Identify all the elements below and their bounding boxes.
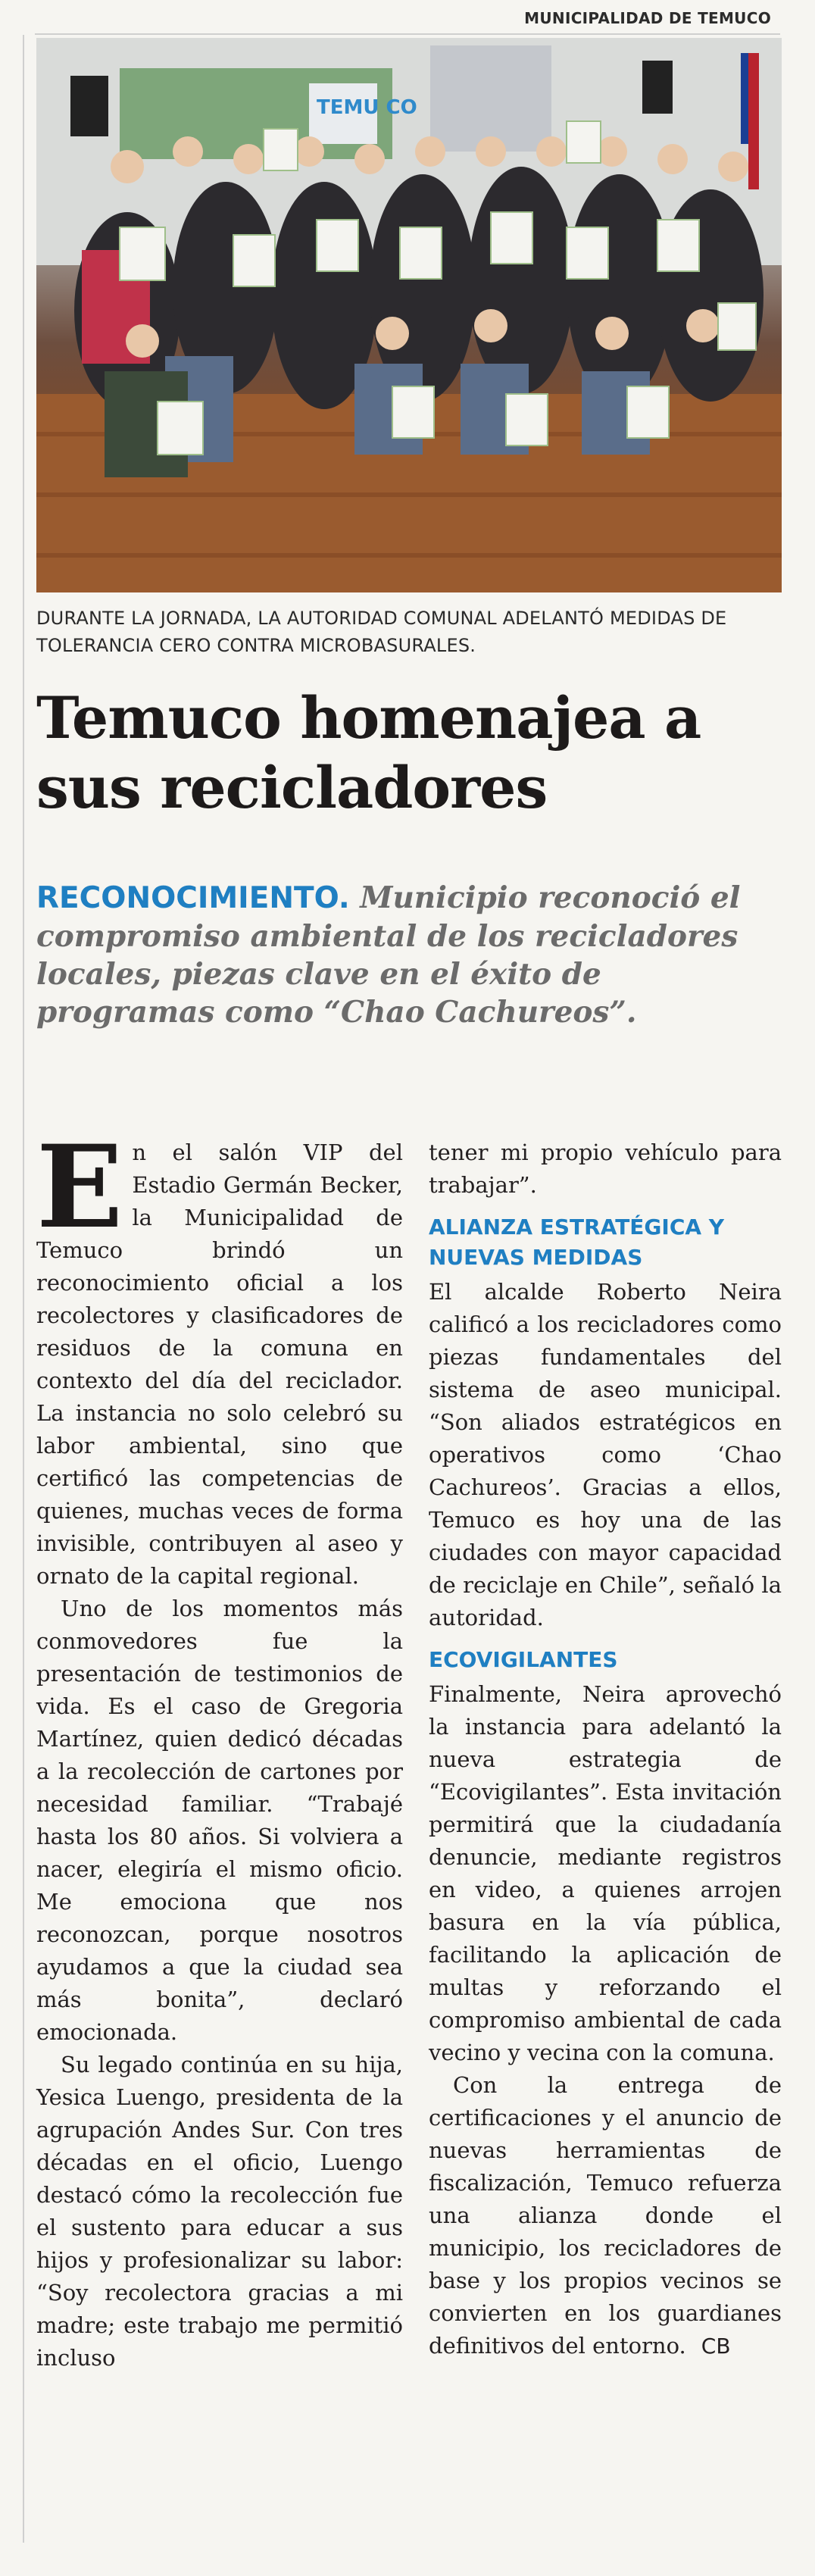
event-photo: [36, 38, 782, 592]
column-1: [36, 1121, 403, 2374]
photo-caption: DURANTE LA JORNADA, LA AUTORIDAD COMUNAL ADELANTÓ MEDIDAS DE TOLERANCIA CERO CONTRA MICROBASURALES.: [36, 608, 727, 656]
deck-kicker: RECONOCIMIENTO.: [36, 881, 350, 915]
event-photo-illustration: [36, 38, 782, 592]
paragraph-1: [36, 1121, 403, 1593]
deck-text: Municipio reconoció el compromiso ambiental de los recicladores locales, piezas clave en el éxito de programas como “Chao Cachureos”.: [36, 880, 741, 1030]
paragraph-3-continued: tener mi propio vehículo para trabajar”.: [429, 1140, 782, 1198]
deck: [36, 879, 782, 1031]
top-rule: [35, 33, 780, 35]
column-rule: [23, 35, 24, 2543]
column-2: [429, 1136, 782, 2362]
headline: Temuco homenajea a sus recicladores: [36, 684, 701, 821]
end-mark: CB: [701, 2334, 731, 2359]
paragraph-3: Su legado continúa en su hija, Yesica Luengo, presidenta de la agrupación Andes Sur. Con tres décadas en el oficio, Luengo destacó cómo la recolección fue el sustento para educar a sus hijos y profesionalizar su labor: “Soy recolectora gracias a mi madre; este trabajo me permitió incluso: [36, 2052, 403, 2371]
subhead-ecovigilantes: ECOVIGILANTES: [429, 1647, 618, 1672]
section-label: MUNICIPALIDAD DE TEMUCO: [524, 9, 771, 27]
paragraph-4: El alcalde Roberto Neira calificó a los recicladores como piezas fundamentales del sistema de aseo municipal. “Son aliados estratégicos en operativos como ‘Chao Cachureos’. Gracias a ellos, Temuco es hoy una de las ciudades con mayor capacidad de reciclaje en Chile”, señaló la autoridad.: [429, 1279, 782, 1630]
drop-cap: E: [36, 1121, 123, 1254]
paragraph-1-text: n el salón VIP del Estadio Germán Becker, la Municipalidad de Temuco brindó un reconocimiento oficial a los recolectores y clasificadores de residuos de la comuna en contexto del día del reciclador. La instancia no solo celebró su labor ambiental, sino que certificó las competencias de quienes, muchas veces de forma invisible, contribuyen al aseo y ornato de la capital regional.: [36, 1140, 403, 1589]
svg-text:TEMU CO: TEMU CO: [317, 96, 417, 119]
subhead-alianza: ALIANZA ESTRATÉGICA Y NUEVAS MEDIDAS: [429, 1215, 725, 1270]
paragraph-5: Finalmente, Neira aprovechó la instancia para adelantó la nueva estrategia de “Ecovigilantes”. Esta invitación permitirá que la ciudadanía denuncie, mediante registros en video, a quienes arrojen basura en la vía pública, facilitando la aplicación de multas y reforzando el compromiso ambiental de cada vecino y vecina con la comuna.: [429, 1681, 782, 2065]
paragraph-2: Uno de los momentos más conmovedores fue la presentación de testimonios de vida. Es el caso de Gregoria Martínez, quien dedicó décadas a la recolección de cartones por necesidad familiar. “Trabajé hasta los 80 años. Si volviera a nacer, elegiría el mismo oficio. Me emociona que nos reconozcan, porque nosotros ayudamos a que la ciudad sea más bonita”, declaró emocionada.: [36, 1596, 403, 2045]
paragraph-6-text: Con la entrega de certificaciones y el anuncio de nuevas herramientas de fiscalización, Temuco refuerza una alianza donde el municipio, los recicladores de base y los propios vecinos se convierten en los guardianes definitivos del entorno.: [429, 2072, 782, 2359]
paragraph-6: [429, 2069, 782, 2362]
